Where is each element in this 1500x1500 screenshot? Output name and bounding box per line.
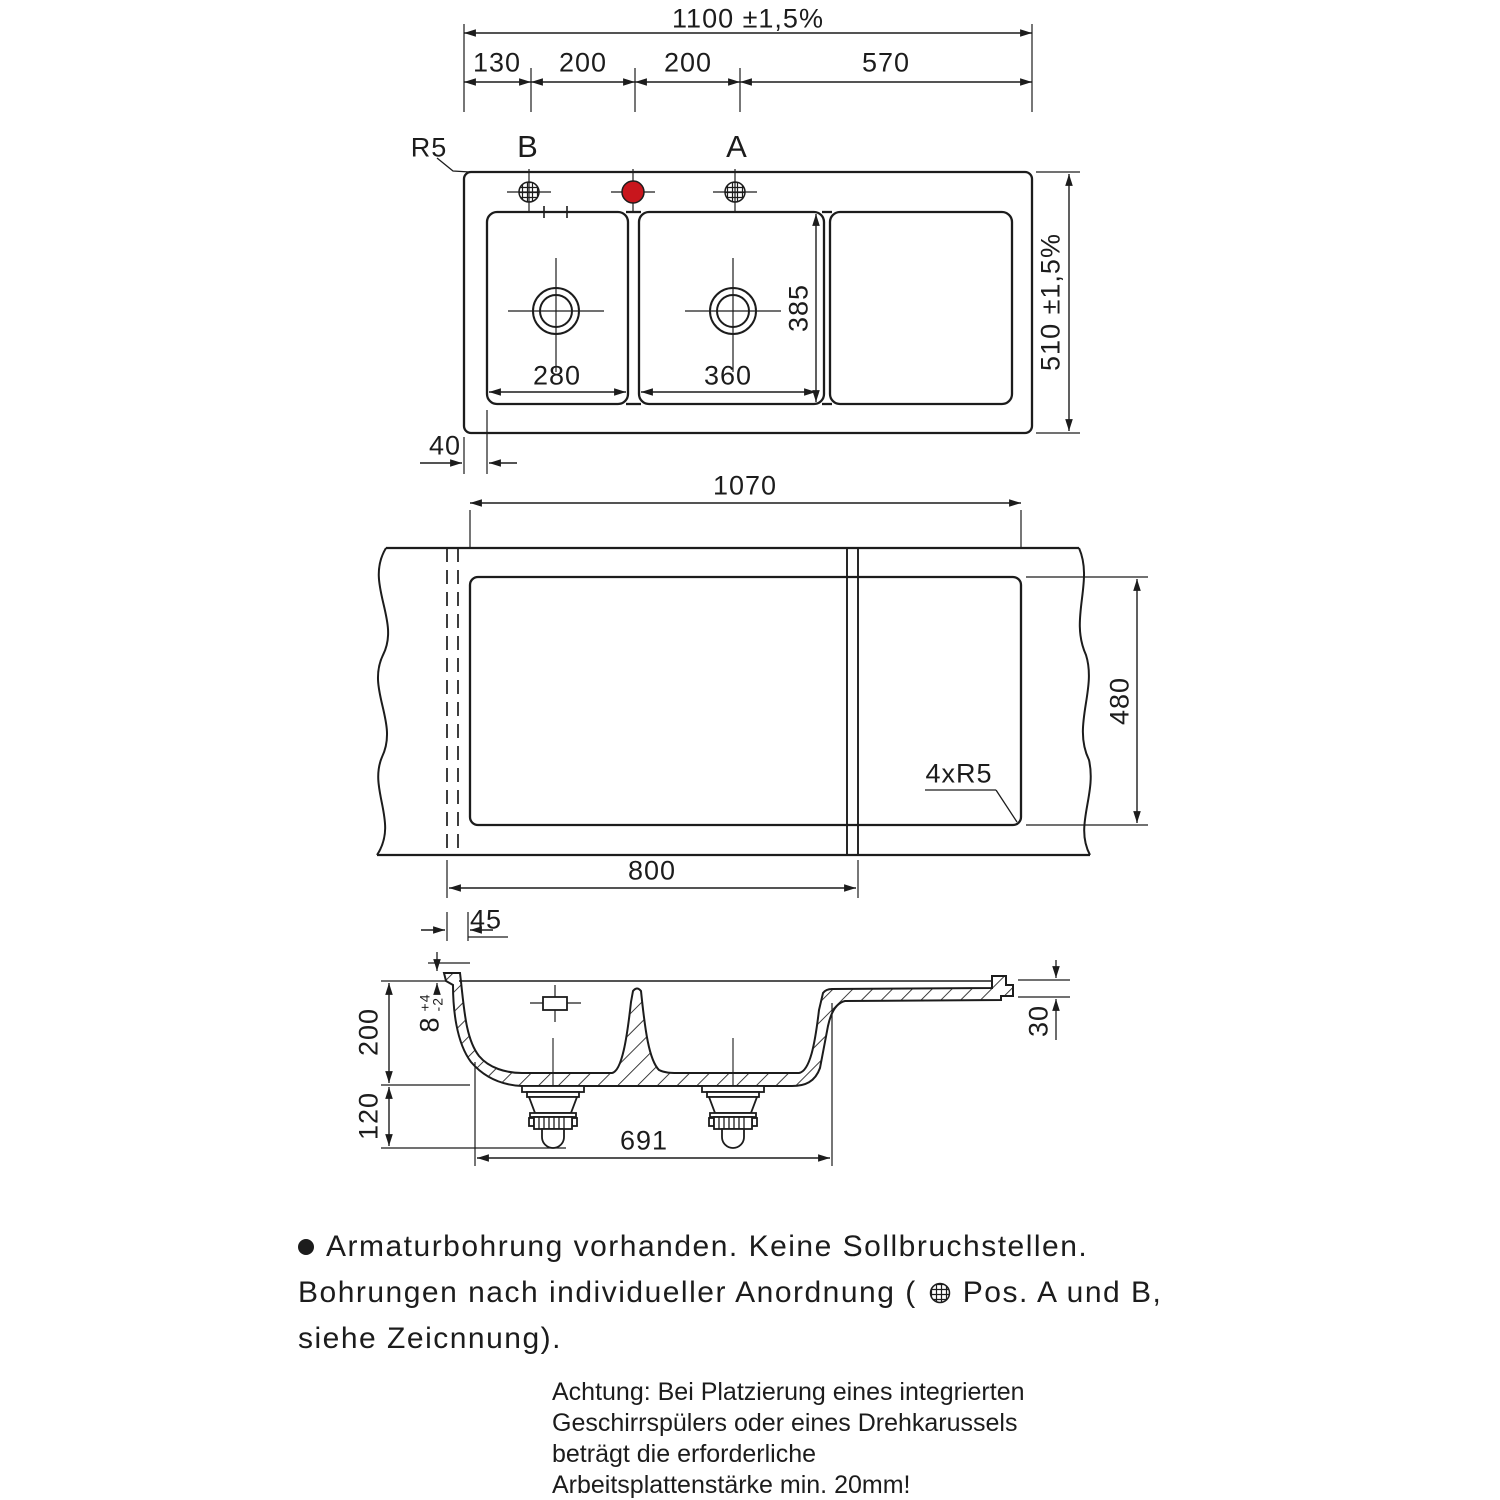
- cutout-view-linework: [377, 503, 1148, 941]
- note-line-2-post: Pos. A und B,: [962, 1276, 1163, 1309]
- dim-seg-200a: 200: [558, 47, 608, 78]
- dim-margin-45: 45: [469, 904, 503, 935]
- top-view-linework: [420, 24, 1080, 474]
- dim-edge-offset: 40: [428, 430, 462, 461]
- hatched-hole-icon: [929, 1282, 951, 1304]
- position-b-label: B: [517, 129, 539, 164]
- dim-rim-thickness: [415, 994, 446, 1033]
- dim-seg-570: 570: [861, 47, 911, 78]
- rim-tol-plus: +4: [416, 993, 433, 1012]
- section-material: [444, 973, 1013, 1086]
- dim-cutout-depth: 480: [1104, 676, 1135, 726]
- dim-bowl1-width: 280: [532, 360, 582, 391]
- note-line-1-text: Armaturbohrung vorhanden. Keine Sollbruchstellen.: [326, 1230, 1089, 1263]
- tap-hole-b: [519, 182, 539, 202]
- caution-line-2: Geschirrspülers oder eines Drehkarussels: [552, 1409, 1018, 1437]
- tap-hole-a: [725, 182, 745, 202]
- drainboard: [830, 212, 1012, 404]
- caution-line-3: beträgt die erforderliche: [552, 1440, 817, 1468]
- dim-seg-200b: 200: [663, 47, 713, 78]
- break-line-right: [1079, 548, 1091, 855]
- dim-bowl-height: 200: [353, 1007, 384, 1057]
- tap-hole-red: [622, 181, 644, 203]
- caution-block: [552, 1377, 1025, 1500]
- rim-value: 8: [414, 1016, 445, 1033]
- drain-right: [702, 1038, 764, 1148]
- note-line-2-pre: Bohrungen nach individueller Anordnung (: [298, 1276, 917, 1309]
- rim-tolerance: [418, 994, 444, 1012]
- dim-cutout-width: 1070: [712, 470, 778, 501]
- dim-bowl2-width: 360: [703, 360, 753, 391]
- dim-drain-height: 120: [353, 1091, 384, 1141]
- caution-line-4: Arbeitsplattenstärke min. 20mm!: [552, 1471, 911, 1499]
- section-view-linework: [381, 952, 1070, 1166]
- corner-radius-label: 4xR5: [925, 758, 993, 789]
- dim-overall-depth: 510 ±1,5%: [1035, 233, 1066, 371]
- break-line-left: [377, 548, 388, 855]
- faucet-hole-symbol: [543, 997, 567, 1010]
- dim-drain-span: 691: [619, 1125, 669, 1156]
- bullet-icon: [298, 1239, 314, 1255]
- note-line-3-text: siehe Zeicnnung).: [298, 1322, 562, 1355]
- rim-tol-minus: -2: [429, 997, 446, 1012]
- position-a-label: A: [726, 129, 748, 164]
- drain-left: [522, 1038, 584, 1148]
- dim-seg-130: 130: [472, 47, 522, 78]
- dim-offset-800: 800: [627, 855, 677, 886]
- radius-label: R5: [410, 132, 448, 163]
- dim-board-thickness: 30: [1023, 1004, 1054, 1038]
- dim-bowl-depth: 385: [783, 283, 814, 333]
- dim-overall-width: 1100 ±1,5%: [672, 3, 824, 34]
- note-line-2: [298, 1276, 1162, 1310]
- note-line-3: [298, 1322, 562, 1356]
- note-line-1: [298, 1230, 1088, 1264]
- caution-line-1: Achtung: Bei Platzierung eines integrierten: [552, 1378, 1025, 1406]
